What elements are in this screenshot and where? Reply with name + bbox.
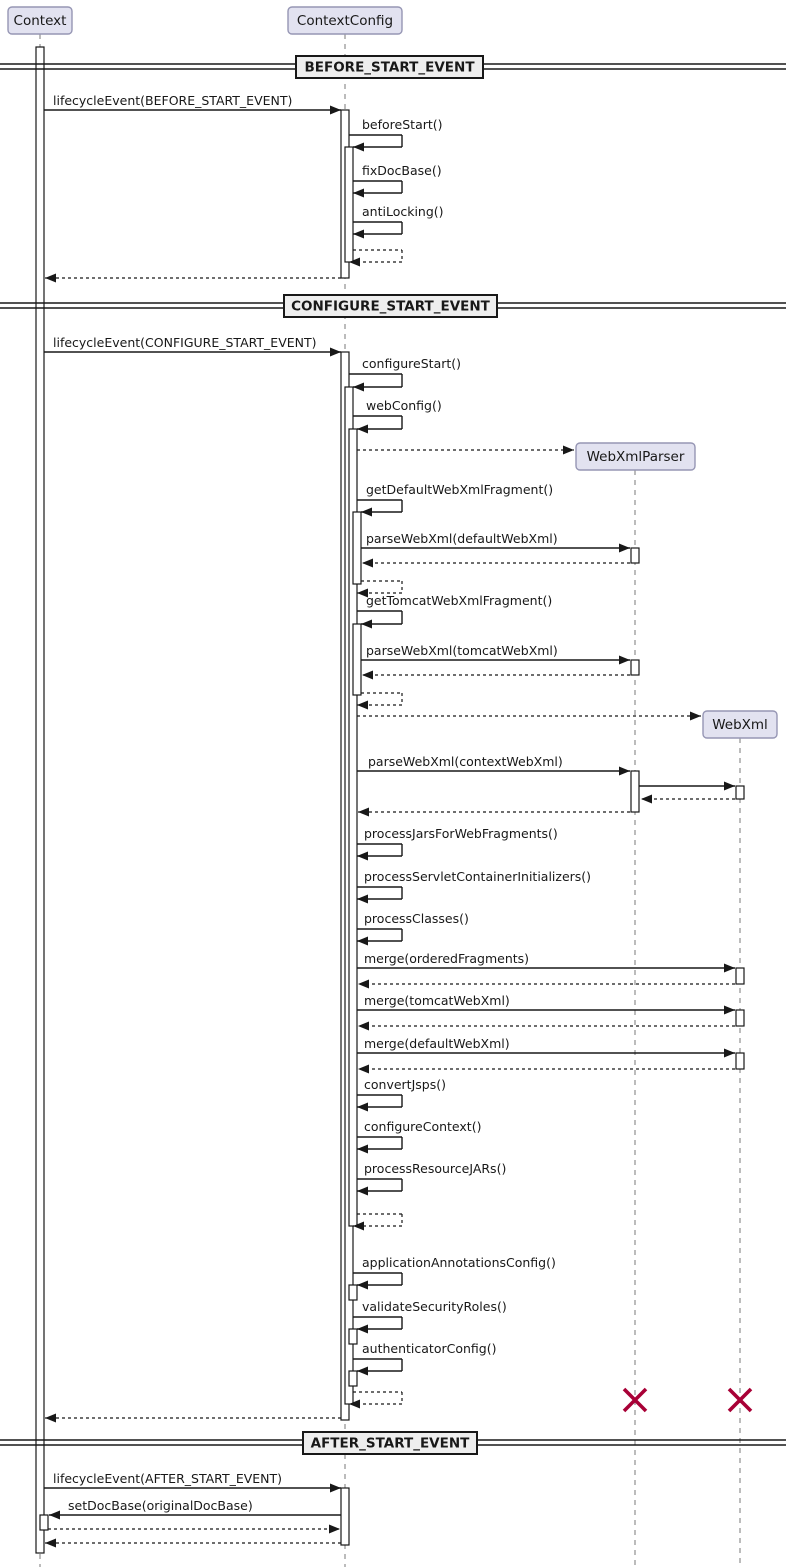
activation-bar <box>631 660 639 675</box>
message-label: validateSecurityRoles() <box>362 1299 507 1314</box>
activation-bar <box>353 624 361 695</box>
activation-bar <box>349 1329 357 1344</box>
participant-label: WebXmlParser <box>586 449 685 465</box>
message-label: getTomcatWebXmlFragment() <box>366 593 553 608</box>
activation-bar <box>736 786 744 799</box>
participant-label: ContextConfig <box>296 13 394 29</box>
divider-label: AFTER_START_EVENT <box>310 1435 470 1452</box>
message-label: parseWebXml(defaultWebXml) <box>366 531 558 546</box>
activation-bar <box>40 1515 48 1530</box>
message-label: lifecycleEvent(AFTER_START_EVENT) <box>53 1471 283 1486</box>
message-label: processResourceJARs() <box>364 1161 507 1176</box>
message-label: lifecycleEvent(CONFIGURE_START_EVENT) <box>53 335 317 350</box>
activation-bar <box>736 968 744 984</box>
activation-bar <box>736 1010 744 1026</box>
message-label: applicationAnnotationsConfig() <box>362 1255 556 1270</box>
message-label: configureStart() <box>362 356 462 371</box>
message-label: setDocBase(originalDocBase) <box>68 1498 253 1513</box>
activation-bar <box>736 1053 744 1069</box>
activation-bar <box>345 147 353 262</box>
message-label: merge(defaultWebXml) <box>364 1036 510 1051</box>
activation-bar <box>341 1488 349 1545</box>
message-label: configureContext() <box>364 1119 482 1134</box>
activation-bar <box>36 47 44 1553</box>
message-label: getDefaultWebXmlFragment() <box>366 482 554 497</box>
message-label: processClasses() <box>364 911 469 926</box>
message-label: parseWebXml(contextWebXml) <box>368 754 563 769</box>
activation-bar <box>631 548 639 563</box>
message-label: beforeStart() <box>362 117 443 132</box>
participant-label: WebXml <box>712 717 768 733</box>
activation-bar <box>631 771 639 812</box>
message-label: processJarsForWebFragments() <box>364 826 558 841</box>
message-label: lifecycleEvent(BEFORE_START_EVENT) <box>53 93 293 108</box>
divider-label: CONFIGURE_START_EVENT <box>291 298 490 315</box>
message-label: fixDocBase() <box>362 163 442 178</box>
message-label: antiLocking() <box>362 204 444 219</box>
message-label: merge(orderedFragments) <box>364 951 530 966</box>
message-label: processServletContainerInitializers() <box>364 869 592 884</box>
activation-bar <box>349 1285 357 1300</box>
message-label: convertJsps() <box>364 1077 446 1092</box>
message-label: parseWebXml(tomcatWebXml) <box>366 643 558 658</box>
divider-label: BEFORE_START_EVENT <box>304 59 475 76</box>
activation-bar <box>353 512 361 584</box>
message-label: webConfig() <box>366 398 442 413</box>
message-label: merge(tomcatWebXml) <box>364 993 510 1008</box>
participant-label: Context <box>13 13 67 29</box>
activation-bar <box>349 1371 357 1386</box>
message-label: authenticatorConfig() <box>362 1341 497 1356</box>
